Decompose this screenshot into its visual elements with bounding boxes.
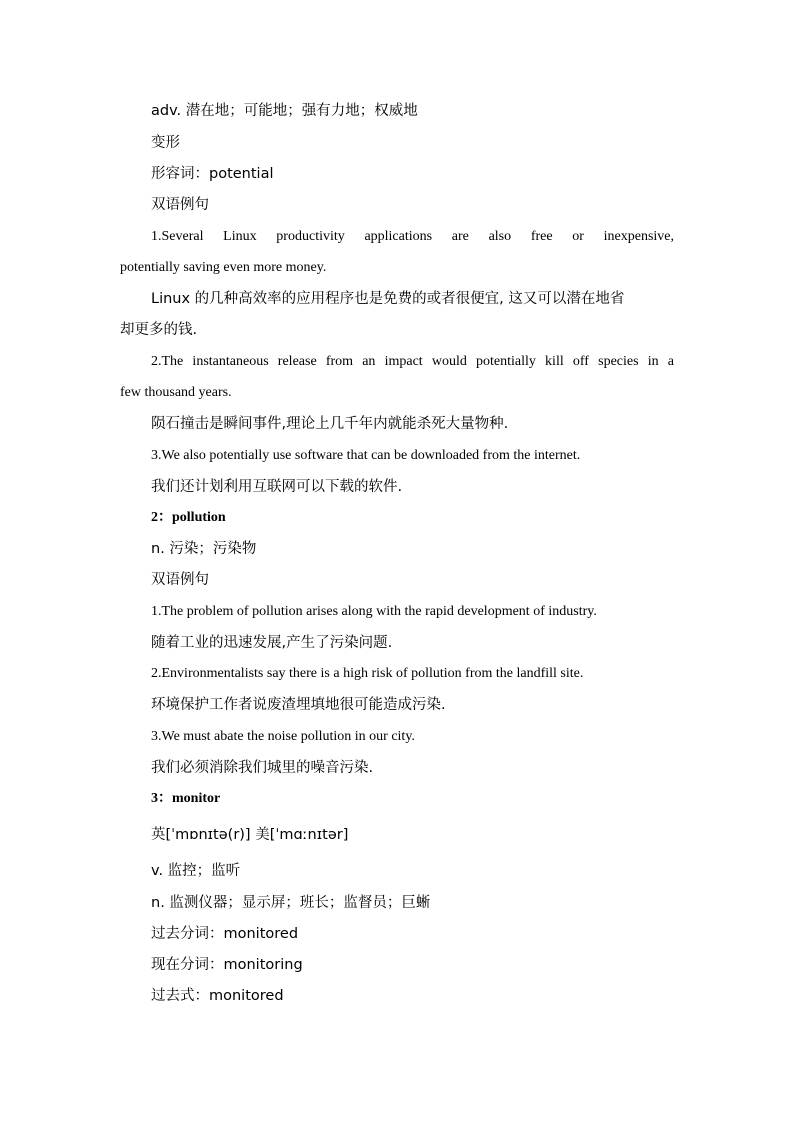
example-3-en: 3.We also potentially use software that can be downloaded from the internet. <box>151 448 581 463</box>
pollution-example-2-en: 2.Environmentalists say there is a high risk of pollution from the landfill site. <box>151 666 584 681</box>
example-2-en: 2.The instantaneous release from an impact would potentially kill off species in a <box>151 354 674 369</box>
pollution-example-2-cn: 环境保护工作者说废渣埋填地很可能造成污染. <box>151 697 446 713</box>
pollution-definition: n. 污染；污染物 <box>151 541 257 557</box>
example-1-cn: Linux 的几种高效率的应用程序也是免费的或者很便宜, 这又可以潜在地省 <box>151 291 625 307</box>
adverb-definition: adv. 潜在地；可能地；强有力地；权威地 <box>151 103 418 119</box>
example-2-en-cont: few thousand years. <box>120 385 232 400</box>
example-1-cn-cont: 却更多的钱. <box>120 322 198 338</box>
adjective-form: 形容词：potential <box>151 166 274 182</box>
past-tense: 过去式：monitored <box>151 988 284 1004</box>
example-3-cn: 我们还计划利用互联网可以下载的软件. <box>151 479 403 495</box>
example-2-cn: 陨石撞击是瞬间事件,理论上几千年内就能杀死大量物种. <box>151 416 509 432</box>
word-heading-monitor: 3：monitor <box>151 791 221 806</box>
example-1-en-cont: potentially saving even more money. <box>120 260 327 275</box>
section-label-forms: 变形 <box>151 135 180 151</box>
monitor-verb-definition: v. 监控；监听 <box>151 863 241 879</box>
present-participle: 现在分词：monitoring <box>151 957 303 973</box>
word-heading-pollution: 2：pollution <box>151 510 226 525</box>
past-participle: 过去分词：monitored <box>151 926 299 942</box>
example-1-en: 1.Several Linux productivity applications are also free or inexpensive, <box>151 229 674 244</box>
section-label-examples: 双语例句 <box>151 197 209 213</box>
pollution-example-1-cn: 随着工业的迅速发展,产生了污染问题. <box>151 635 393 651</box>
pollution-example-3-en: 3.We must abate the noise pollution in our city. <box>151 729 415 744</box>
pollution-example-3-cn: 我们必须消除我们城里的噪音污染. <box>151 760 374 776</box>
section-label-examples-2: 双语例句 <box>151 572 209 588</box>
pollution-example-1-en: 1.The problem of pollution arises along with the rapid development of industry. <box>151 604 597 619</box>
monitor-noun-definition: n. 监测仪器；显示屏；班长；监督员；巨蜥 <box>151 895 431 911</box>
monitor-pronunciation: 英[ˈmɒnɪtə(r)] 美[ˈmɑːnɪtər] <box>151 827 349 843</box>
